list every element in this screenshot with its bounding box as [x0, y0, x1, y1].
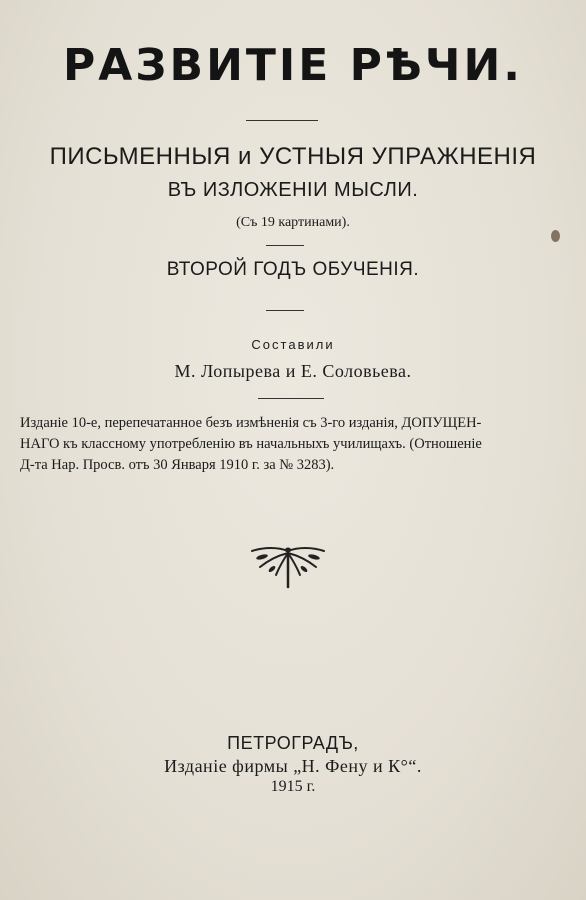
publication-year: 1915 г. [270, 778, 316, 795]
subtitle-line-2: ВЪ ИЗЛОЖЕНІИ МЫСЛИ. [167, 179, 419, 201]
book-title: РАЗВИТІЕ РѢЧИ. [63, 40, 523, 91]
edition-note-line: Изданіе 10-е, перепечатанное безъ измѣненія съ 3-го изданія, ДОПУЩЕН- [20, 415, 482, 431]
illustrations-note: (Съ 19 картинами). [236, 215, 350, 230]
decorative-ornament-icon [250, 545, 326, 591]
divider [258, 398, 324, 399]
authors: М. Лопырева и Е. Соловьева. [174, 361, 412, 381]
year-of-study: ВТОРОЙ ГОДЪ ОБУЧЕНІЯ. [166, 259, 420, 280]
divider [266, 310, 304, 311]
paper-stain [551, 230, 560, 242]
edition-note [20, 413, 566, 476]
compiled-by-label: Составили [251, 337, 335, 352]
edition-note-line: Д-та Нар. Просв. отъ 30 Января 1910 г. за № 3283). [20, 457, 335, 473]
subtitle-line-1: ПИСЬМЕННЫЯ и УСТНЫЯ УПРАЖНЕНІЯ [49, 143, 537, 170]
publication-city: ПЕТРОГРАДЪ, [227, 733, 359, 753]
divider [266, 245, 304, 246]
divider [246, 120, 318, 121]
publisher: Изданіе фирмы „Н. Фену и К°“. [164, 756, 422, 776]
edition-note-line: НАГО къ классному употребленію въ начальныхъ училищахъ. (Отношеніе [20, 436, 482, 452]
